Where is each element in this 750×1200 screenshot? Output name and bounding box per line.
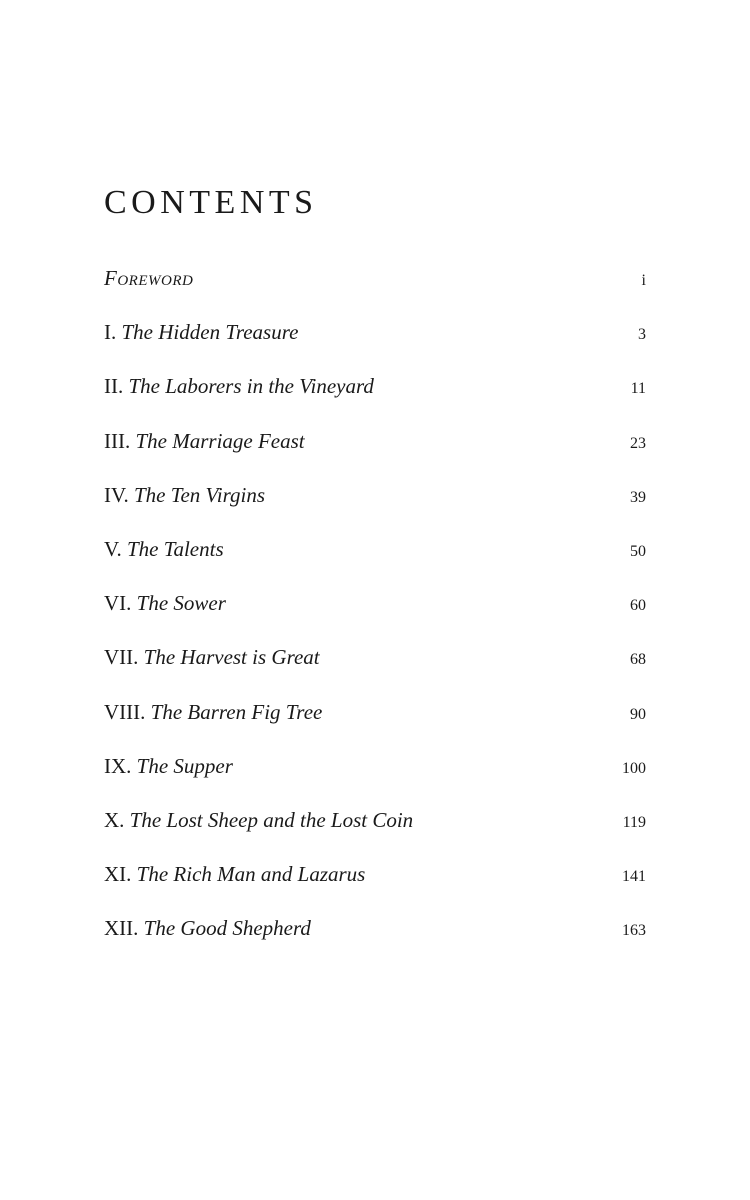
toc-entry-8[interactable] [104,700,646,754]
entry-numeral: III. [104,428,131,453]
entry-page-number: 3 [638,326,646,344]
entry-page-number: 163 [622,922,646,940]
entry-numeral: IX. [104,753,132,778]
entry-title: The Sower [136,591,226,616]
entry-page-number: 23 [630,434,646,452]
entry-page-number: 119 [622,813,646,831]
entry-page-number: 100 [622,759,646,777]
entry-page-number: 60 [630,597,646,615]
entry-numeral: XI. [104,862,132,887]
entry-title: The Marriage Feast [135,428,305,453]
toc-entry-12[interactable] [104,916,646,970]
entry-title: Foreword [104,266,194,290]
entry-title: The Ten Virgins [133,482,266,507]
entry-title: The Laborers in the Vineyard [128,374,374,399]
entry-title: The Hidden Treasure [121,320,299,345]
entry-title: The Rich Man and Lazarus [136,862,366,887]
entry-page-number: 11 [630,380,646,398]
toc-entry-5[interactable] [104,537,646,591]
entry-page-number: 50 [630,542,646,560]
entry-title: The Harvest is Great [143,645,320,670]
toc-entry-11[interactable] [104,862,646,916]
toc-entry-6[interactable] [104,591,646,645]
entry-title: The Supper [136,753,233,778]
entry-title: The Talents [126,536,224,561]
entry-numeral: II. [104,374,124,399]
entry-page-number: i [641,272,646,289]
toc-entry-10[interactable] [104,808,646,862]
entry-numeral: VIII. [104,699,146,724]
entry-page-number: 141 [622,868,646,886]
entry-numeral: XII. [104,916,139,941]
entry-page-number: 68 [630,651,646,669]
entry-numeral: X. [104,807,125,832]
entry-numeral: IV. [104,482,129,507]
entry-title: The Barren Fig Tree [150,699,323,724]
entry-page-number: 39 [630,488,646,506]
toc-entry-4[interactable] [104,483,646,537]
toc-entry-2[interactable] [104,374,646,428]
entry-numeral: V. [104,536,122,561]
toc-entry-1[interactable] [104,320,646,374]
entry-numeral: VII. [104,645,139,670]
toc-entry-3[interactable] [104,429,646,483]
entry-numeral: I. [104,320,117,345]
entry-numeral: VI. [104,591,132,616]
entry-page-number: 90 [630,705,646,723]
entry-title: The Lost Sheep and the Lost Coin [129,807,414,832]
toc-entry-9[interactable] [104,754,646,808]
page-title: CONTENTS [104,184,318,221]
table-of-contents [104,266,646,970]
entry-title: The Good Shepherd [143,916,311,941]
toc-entry-foreword[interactable] [104,266,646,320]
toc-entry-7[interactable] [104,645,646,699]
